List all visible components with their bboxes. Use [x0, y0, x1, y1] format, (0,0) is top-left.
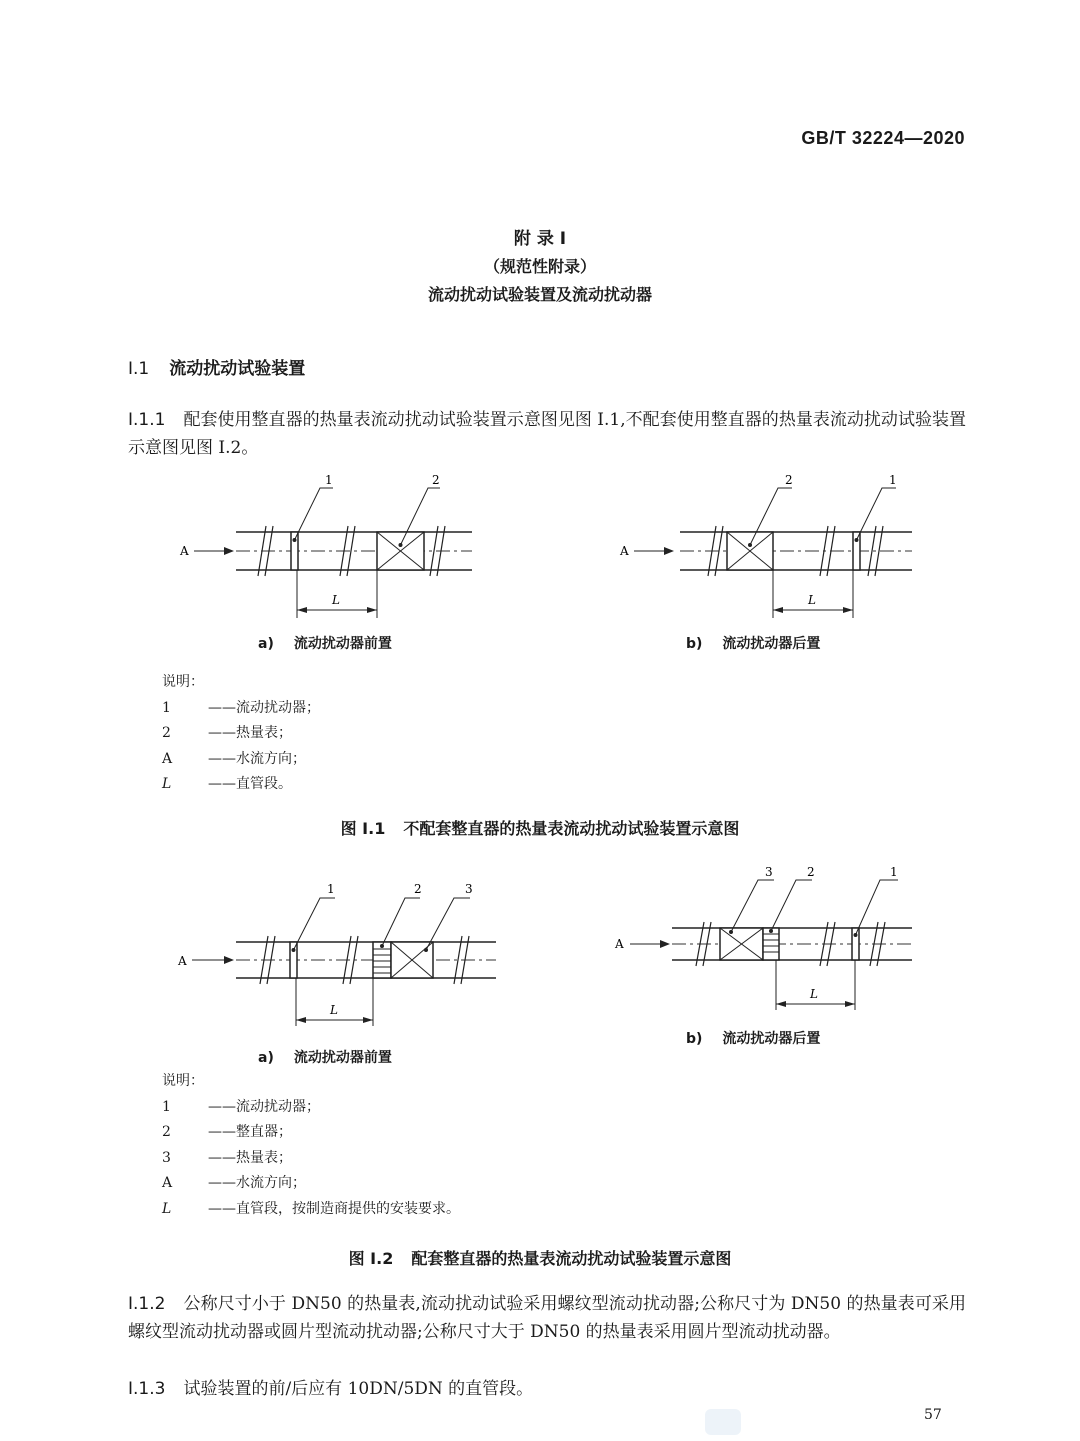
- callout-label: 1: [327, 882, 335, 896]
- heat-meter-symbol: [727, 532, 773, 570]
- figure-1b-diagram: [610, 472, 930, 622]
- caption-number: 图 I.2: [348, 1249, 394, 1268]
- dimension-label: L: [332, 593, 340, 607]
- subcaption-text: 流动扰动器前置: [293, 636, 392, 652]
- inlet-label: A: [178, 954, 187, 968]
- figure-2a-subcaption: [258, 1047, 392, 1067]
- paragraph-text: 配套使用整直器的热量表流动扰动试验装置示意图见图 I.1,不配套使用整直器的热量表流动扰动试验装置示意图见图 I.2。: [128, 410, 966, 458]
- figure-2-caption: [0, 1246, 1080, 1269]
- figure-2a-diagram: [170, 878, 510, 1028]
- paragraph-i-1-2: [128, 1290, 966, 1346]
- callout-label: 3: [765, 865, 773, 879]
- legend-item: 3 ——热量表；: [162, 1149, 292, 1166]
- figure-1b-subcaption: [686, 633, 820, 653]
- subcaption-text: 流动扰动器前置: [293, 1050, 392, 1066]
- section-heading: [128, 354, 305, 379]
- dimension-label: L: [810, 987, 818, 1001]
- figure-1-caption: [0, 816, 1080, 839]
- flow-disturber-symbol: [853, 532, 860, 570]
- paragraph-text: 试验装置的前/后应有 10DN/5DN 的直管段。: [183, 1379, 534, 1399]
- legend-item: A ——水流方向；: [162, 750, 306, 767]
- callout-label: 2: [785, 473, 793, 487]
- paragraph-text: 公称尺寸小于 DN50 的热量表,流动扰动试验采用螺纹型流动扰动器;公称尺寸为 DN50 的热量表可采用螺纹型流动扰动器或圆片型流动扰动器;公称尺寸大于 DN50 的热量表采用圆片型流动扰动器。: [128, 1294, 966, 1342]
- subcaption-text: 流动扰动器后置: [722, 1031, 821, 1047]
- callout-label: 1: [890, 865, 898, 879]
- subcaption-tag: a): [258, 636, 274, 652]
- inlet-label: A: [180, 544, 189, 558]
- flow-disturber-symbol: [290, 942, 297, 978]
- legend-item: L ——直管段。: [162, 776, 292, 792]
- page-number: 57: [924, 1407, 942, 1423]
- appendix-type: （规范性附录）: [483, 257, 596, 276]
- paragraph-number: I.1.2: [128, 1294, 166, 1314]
- flow-disturber-symbol: [852, 928, 859, 960]
- legend-item: 2 ——整直器；: [162, 1124, 292, 1140]
- subcaption-text: 流动扰动器后置: [722, 636, 821, 652]
- caption-number: 图 I.1: [340, 819, 386, 838]
- legend-item: A ——水流方向；: [162, 1175, 306, 1191]
- subcaption-tag: a): [258, 1050, 274, 1066]
- paragraph-i-1-3: [128, 1375, 966, 1403]
- callout-label: 2: [414, 882, 422, 896]
- dimension-label: L: [330, 1003, 338, 1017]
- caption-text: 不配套整直器的热量表流动扰动试验装置示意图: [403, 819, 740, 838]
- legend-item: 1 ——流动扰动器；: [162, 1098, 320, 1115]
- legend-item: 2 ——热量表；: [162, 725, 292, 741]
- callout-label: 1: [325, 473, 333, 487]
- legend-item: L ——直管段，按制造商提供的安装要求。: [162, 1200, 460, 1217]
- paragraph-number: I.1.3: [128, 1379, 166, 1399]
- heat-meter-symbol: [391, 942, 433, 978]
- inlet-label: A: [615, 937, 624, 951]
- flow-straightener-symbol: [373, 942, 391, 978]
- figure-1-legend: [162, 670, 320, 798]
- flow-straightener-symbol: [763, 928, 779, 960]
- legend-item: 1 ——流动扰动器；: [162, 699, 320, 716]
- figure-1a-diagram: [170, 472, 490, 622]
- flow-disturber-symbol: [291, 532, 298, 570]
- paragraph-number: I.1.1: [128, 410, 166, 430]
- standard-number: GB/T 32224—2020: [801, 128, 965, 148]
- paragraph-i-1-1: [128, 406, 966, 462]
- section-title: 流动扰动试验装置: [169, 359, 306, 379]
- figure-2b-subcaption: [686, 1028, 820, 1048]
- caption-text: 配套整直器的热量表流动扰动试验装置示意图: [411, 1249, 732, 1268]
- callout-label: 2: [432, 473, 440, 487]
- figure-1a-subcaption: [258, 633, 392, 653]
- figure-2-legend: [162, 1069, 460, 1222]
- inlet-label: A: [620, 544, 629, 558]
- legend-title: 说明：: [162, 674, 204, 690]
- callout-label: 1: [889, 473, 897, 487]
- appendix-title: 流动扰动试验装置及流动扰动器: [427, 285, 652, 304]
- heat-meter-symbol: [720, 928, 763, 960]
- watermark-logo: [705, 1409, 741, 1435]
- dimension-label: L: [808, 593, 816, 607]
- heat-meter-symbol: [377, 532, 424, 570]
- callout-label: 2: [807, 865, 815, 879]
- legend-title: 说明：: [162, 1073, 204, 1089]
- subcaption-tag: b): [686, 1031, 703, 1047]
- appendix-label: 附 录 I: [513, 229, 567, 249]
- section-number: I.1: [128, 359, 150, 379]
- callout-label: 3: [465, 882, 473, 896]
- figure-2b-diagram: [610, 862, 930, 1012]
- subcaption-tag: b): [686, 636, 703, 652]
